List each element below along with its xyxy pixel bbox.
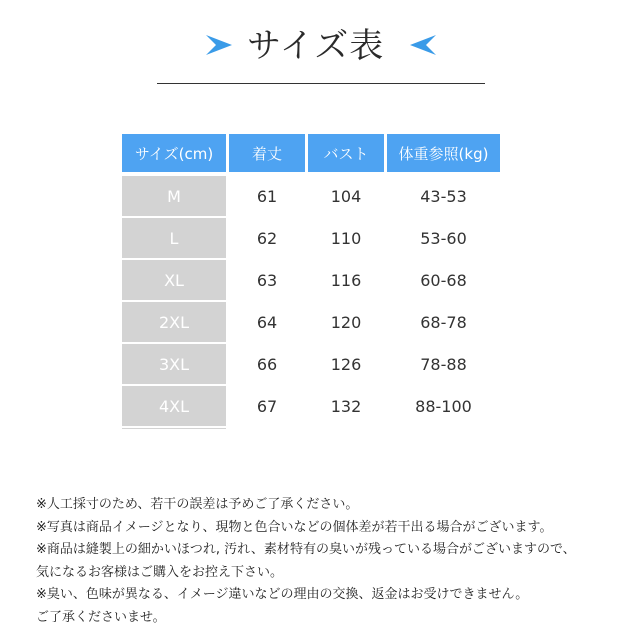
note-line: ※臭い、色味が異なる、イメージ違いなどの理由の交換、返金はお受けできません。 [36,587,529,602]
weight-value: 78-88 [420,354,467,374]
length-value: 63 [256,270,278,290]
table-row [122,386,502,428]
table-row [122,176,502,218]
length-value: 62 [256,228,278,248]
table-row [122,260,502,302]
bust-value: 116 [330,270,362,290]
weight-value: 60-68 [420,270,467,290]
length-value: 66 [256,354,278,374]
length-value: 61 [256,186,278,206]
note-line: ※写真は商品イメージとなり、現物と色合いなどの個体差が若干出る場合がございます。 [36,519,553,535]
header-weight: 体重参照(kg) [387,134,500,172]
weight-value: 88-100 [415,396,472,416]
header-length: 着丈 [229,134,305,172]
bust-value: 120 [330,312,362,332]
table-bottom-edge [122,428,226,429]
note-line: 気になるお客様はご購入をお控え下さい。 [36,564,284,580]
note-line: ご了承くださいませ。 [36,609,166,625]
length-value: 67 [256,396,278,416]
bust-value: 110 [330,228,362,248]
size-label: 2XL [122,302,226,342]
notes [36,494,626,629]
bust-value: 104 [330,186,362,206]
size-label: L [122,218,226,258]
header-bust: バスト [308,134,384,172]
size-label: XL [122,260,226,300]
chevron-left-icon [408,34,438,56]
size-label: M [122,176,226,216]
bust-value: 132 [330,396,362,416]
header-size: サイズ(cm) [122,134,226,172]
table-row [122,218,502,260]
weight-value: 53-60 [420,228,467,248]
chevron-right-icon [204,34,234,56]
title-area [0,20,640,72]
note-line: ※人工採寸のため、若干の誤差は予めご了承ください。 [36,497,359,512]
length-value: 64 [256,312,278,332]
table-row [122,302,502,344]
bust-value: 126 [330,354,362,374]
title-divider [157,83,485,84]
weight-value: 43-53 [420,186,467,206]
table-row [122,344,502,386]
size-label: 3XL [122,344,226,384]
page-title: サイズ表 [247,26,385,66]
weight-value: 68-78 [420,312,467,332]
size-label: 4XL [122,386,226,426]
note-line: ※商品は縫製上の細かいほつれ, 汚れ、素材特有の臭いが残っている場合がございますので、 [36,542,576,557]
